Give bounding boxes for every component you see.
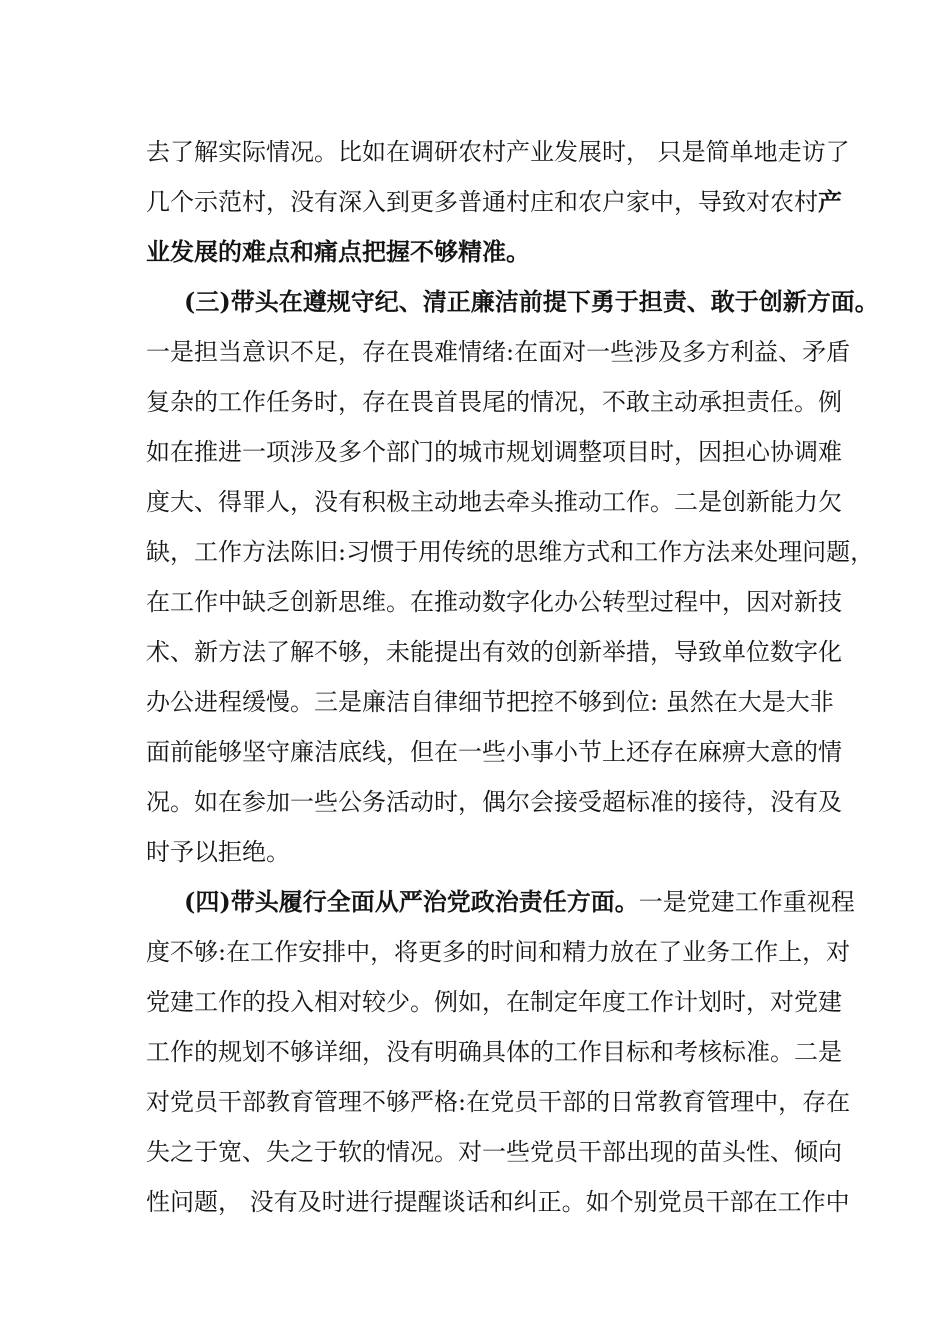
text-line: 党建工作的投入相对较少。例如，在制定年度工作计划时，对党建 — [146, 988, 842, 1016]
text-line: 缺，工作方法陈旧:习惯于用传统的思维方式和工作方法来处理问题， — [146, 538, 875, 566]
text-line: 失之于宽、失之于软的情况。对一些党员干部出现的苗头性、倾向 — [146, 1138, 842, 1166]
text-line: 度不够:在工作安排中，将更多的时间和精力放在了业务工作上，对 — [146, 938, 851, 966]
text-line: 几个示范村，没有深入到更多普通村庄和农户家中，导致对农村产 — [146, 187, 842, 216]
section-heading: (四)带头履行全面从严治党政治责任方面。一是党建工作重视程 — [184, 887, 855, 916]
text-line: 况。如在参加一些公务活动时，偶尔会接受超标准的接待，没有及 — [146, 788, 842, 816]
text-line: 在工作中缺乏创新思维。在推动数字化办公转型过程中，因对新技 — [146, 588, 842, 616]
text-line: 工作的规划不够详细，没有明确具体的工作目标和考核标准。二是 — [146, 1038, 842, 1066]
text-line: 性问题， 没有及时进行提醒谈话和纠正。如个别党员干部在工作中 — [146, 1188, 850, 1216]
text-line: 复杂的工作任务时，存在畏首畏尾的情况，不敢主动承担责任。例 — [146, 388, 842, 416]
text-line: 度大、得罪人，没有积极主动地去牵头推动工作。二是创新能力欠 — [146, 488, 842, 516]
text-line: 业发展的难点和痛点把握不够精准。 — [146, 237, 530, 266]
section-heading: (三)带头在遵规守纪、清正廉洁前提下勇于担责、敢于创新方面。 — [184, 287, 879, 316]
text-line: 时予以拒绝。 — [146, 838, 290, 866]
text-line: 去了解实际情况。比如在调研农村产业发展时， 只是简单地走访了 — [146, 138, 850, 166]
text-line: 办公进程缓慢。三是廉洁自律细节把控不够到位: 虽然在大是大非 — [146, 688, 834, 716]
text-line: 面前能够坚守廉洁底线，但在一些小事小节上还存在麻痹大意的情 — [146, 738, 842, 766]
text-line: 对党员干部教育管理不够严格:在党员干部的日常教育管理中，存在 — [146, 1088, 851, 1116]
text-line: 术、新方法了解不够，未能提出有效的创新举措，导致单位数字化 — [146, 638, 842, 666]
text-line: 如在推进一项涉及多个部门的城市规划调整项目时，因担心协调难 — [146, 438, 842, 466]
text-line: 一是担当意识不足，存在畏难情绪:在面对一些涉及多方利益、矛盾 — [146, 338, 851, 366]
